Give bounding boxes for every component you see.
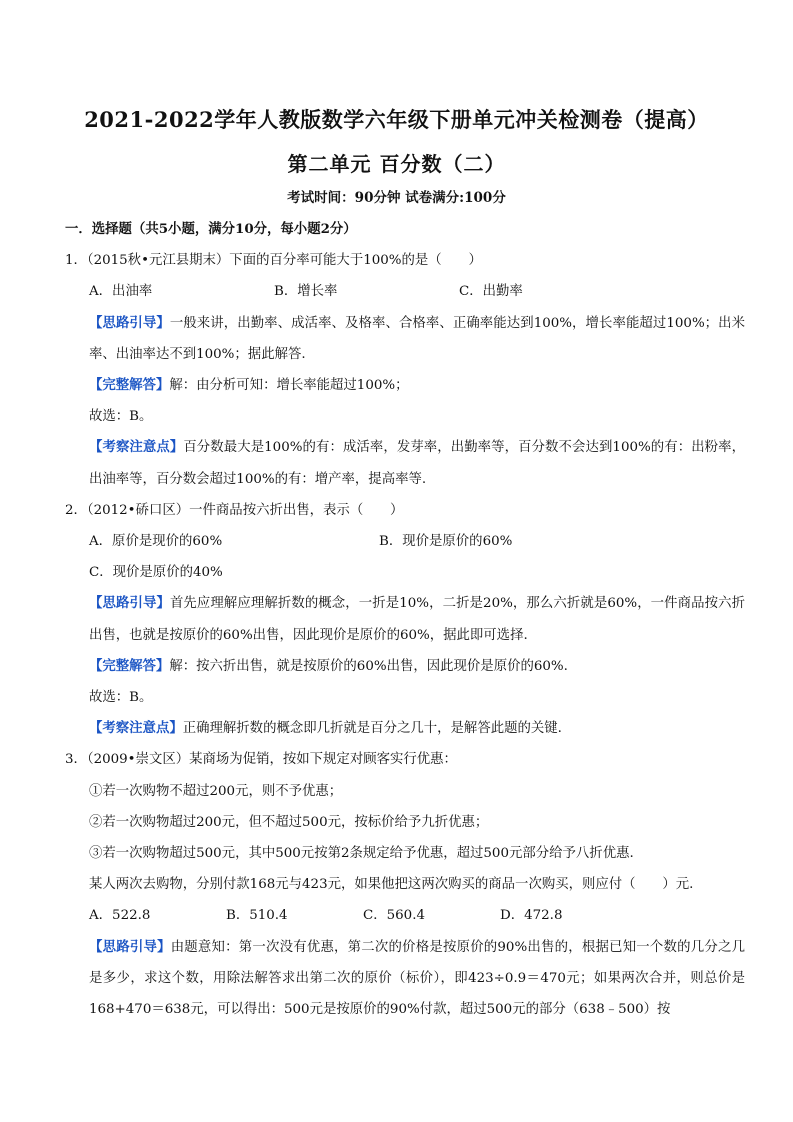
hint-label: 【思路引导】: [89, 595, 170, 612]
q3-option-a: A．522.8: [89, 908, 151, 924]
section-heading: 一．选择题（共5小题，满分10分，每小题2分）: [65, 221, 357, 237]
q2-choice: 故选：B。: [89, 690, 153, 706]
q2-hint-text: 首先应理解应理解折数的概念，一折是10%，二折是20%，那么六折就是60%，一件商品按六折出售，也就是按原价的60%出售，因此现价是原价的60%，据此即可选择.: [89, 596, 745, 643]
q3-option-c: C．560.4: [363, 908, 425, 924]
q1-option-a: A．出油率: [89, 284, 153, 300]
hint-label: 【思路引导】: [89, 314, 170, 331]
q1-note: [65, 432, 745, 494]
q3-hint: [65, 932, 745, 1026]
q3-rule-1: ①若一次购物不超过200元，则不予优惠；: [89, 783, 343, 799]
q3-option-d: D．472.8: [500, 908, 563, 924]
answer-label: 【完整解答】: [89, 657, 170, 674]
q2-option-a: A．原价是现价的60%: [89, 534, 223, 550]
q1-option-b: B．增长率: [274, 284, 338, 300]
note-label: 【考察注意点】: [89, 439, 184, 456]
q2-answer: [65, 651, 745, 682]
q2-note: [65, 713, 745, 744]
q2-options: [65, 526, 745, 557]
q2-stem: 2．（2012•硚口区）一件商品按六折出售，表示（ ）: [65, 502, 404, 518]
q2-hint: [65, 588, 745, 650]
hint-label: 【思路引导】: [89, 938, 171, 955]
q2-option-c: C．现价是原价的40%: [89, 565, 223, 581]
q1-hint-text: 一般来讲，出勤率、成活率、及格率、合格率、正确率能达到100%，增长率能超过100%；出米率、出油率达不到100%；据此解答.: [89, 315, 746, 362]
q3-option-b: B．510.4: [226, 908, 288, 924]
note-label: 【考察注意点】: [89, 720, 183, 737]
q1-answer-text: 解：由分析可知：增长率能超过100%；: [169, 378, 409, 394]
exam-content: [65, 214, 745, 1025]
q1-note-text: 百分数最大是100%的有：成活率，发芽率，出勤率等，百分数不会达到100%的有：出粉率，出油率等，百分数会超过100%的有：增产率，提高率等.: [89, 440, 746, 487]
page-title: 2021-2022学年人教版数学六年级下册单元冲关检测卷（提高）: [84, 107, 709, 132]
answer-label: 【完整解答】: [89, 377, 170, 394]
q3-rule-3: ③若一次购物超过500元，其中500元按第2条规定给予优惠，超过500元部分给予八折优惠.: [89, 846, 634, 862]
q1-choice: 故选：B。: [89, 409, 153, 425]
q2-note-text: 正确理解折数的概念即几折就是百分之几十，是解答此题的关键.: [182, 721, 562, 737]
q3-stem: 3．（2009•崇文区）某商场为促销，按如下规定对顾客实行优惠：: [65, 752, 457, 768]
exam-meta: 考试时间：90分钟 试卷满分:100分: [287, 190, 506, 206]
q1-options: [65, 276, 745, 307]
q3-hint-text: 由题意知：第一次没有优惠，第二次的价格是按原价的90%出售的，根据已知一个数的几分之几是多少，求这个数，用除法解答求出第二次的原价（标价），即423÷0.9＝470元；如果两次合并，则总价是168+470＝638元，可以得出：500元是按原价的90%付款，超过500元的部分（638﹣500）按: [89, 939, 745, 1018]
q3-question: 某人两次去购物，分别付款168元与423元，如果他把这两次购买的商品一次购买，则应付（ ）元.: [89, 877, 694, 893]
q1-option-c: C．出勤率: [459, 284, 523, 300]
q3-options: [65, 900, 745, 931]
page-subtitle: 第二单元 百分数（二）: [287, 152, 506, 176]
q3-rule-2: ②若一次购物超过200元，但不超过500元，按标价给予九折优惠；: [89, 814, 489, 830]
q1-hint: [65, 308, 745, 370]
q1-stem: 1．（2015秋•元江县期末）下面的百分率可能大于100%的是（ ）: [65, 253, 482, 269]
q2-answer-text: 解：按六折出售，就是按原价的60%出售，因此现价是原价的60%.: [169, 658, 568, 674]
q1-answer: [65, 370, 745, 401]
q2-option-b: B．现价是原价的60%: [379, 534, 513, 550]
